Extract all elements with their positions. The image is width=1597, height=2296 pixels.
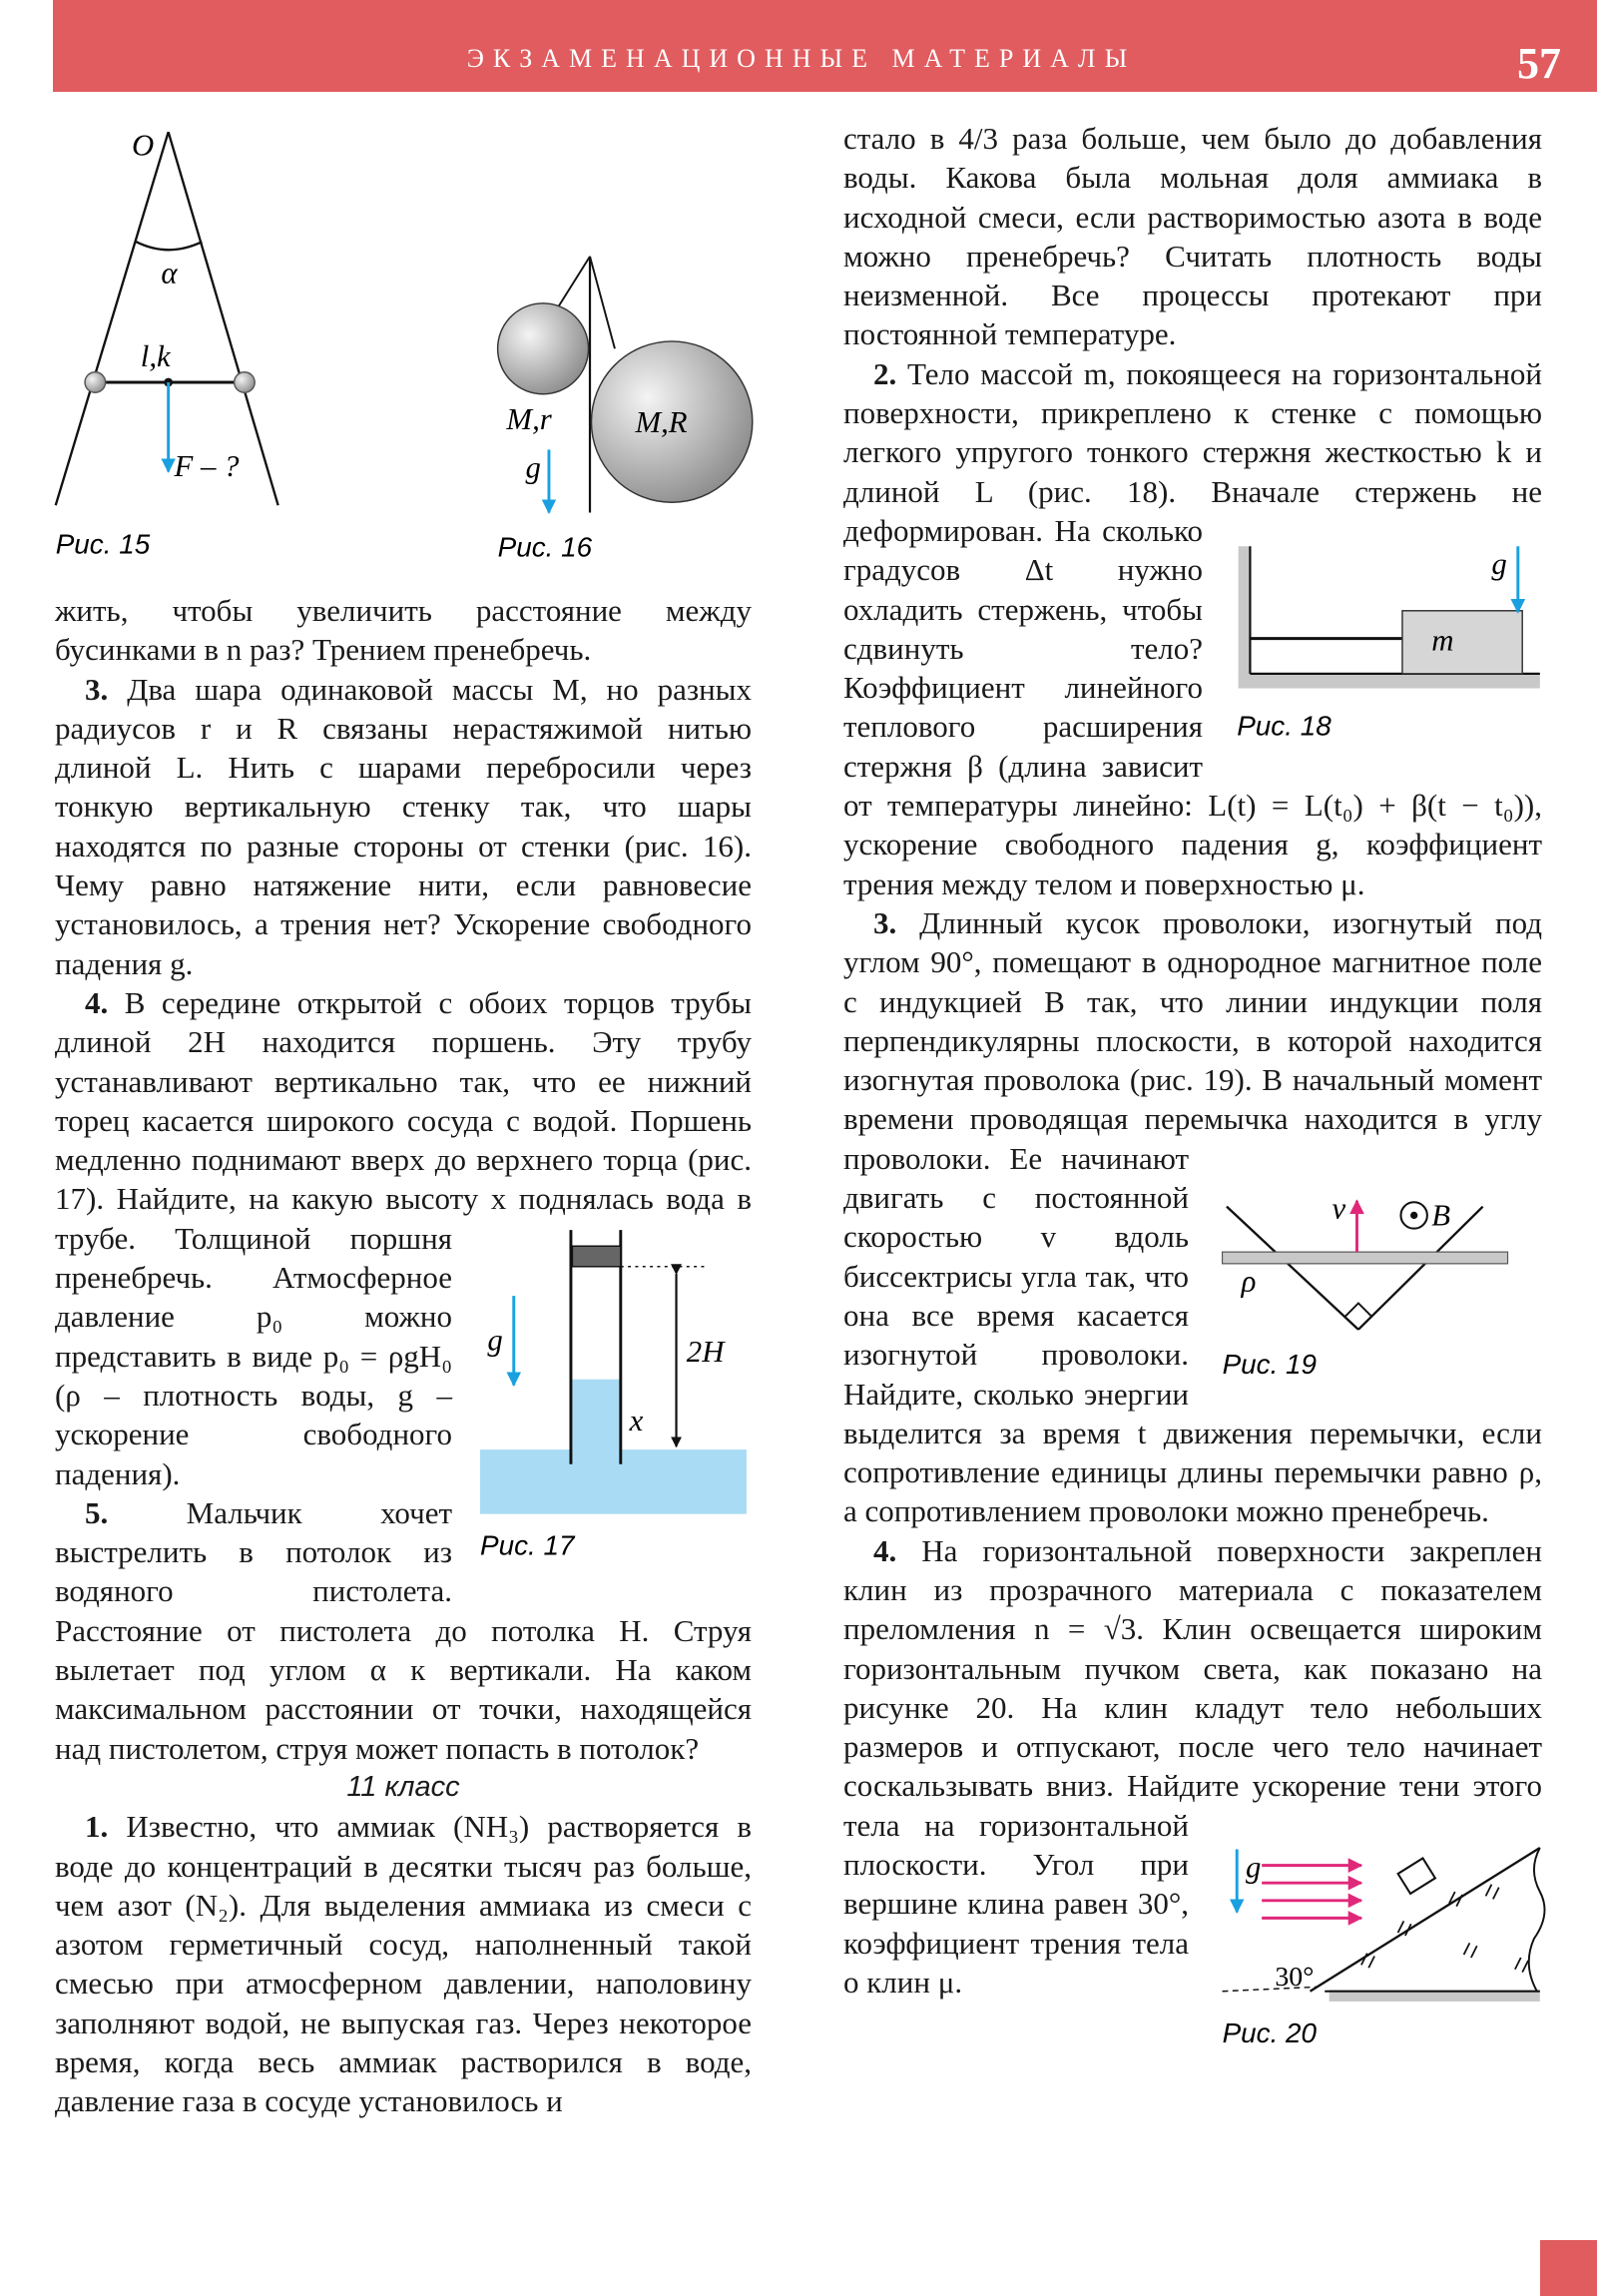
vessel-water: [480, 1449, 747, 1514]
block: [1402, 611, 1522, 674]
label-2H: 2H: [686, 1335, 725, 1370]
label-angle: 30°: [1275, 1961, 1315, 1993]
wedge-edge: [1529, 1848, 1545, 1992]
label-g: g: [1246, 1850, 1262, 1885]
label-g: g: [1491, 547, 1507, 582]
piston: [572, 1246, 620, 1267]
label-F: F – ?: [174, 448, 240, 483]
problem-number: 4.: [873, 1532, 897, 1568]
label-B: B: [1431, 1198, 1451, 1233]
label-O: O: [131, 128, 155, 163]
right-angle-mark: [1345, 1303, 1371, 1316]
figure-caption: Рис. 20: [1222, 2017, 1318, 2049]
wire: [1358, 1207, 1483, 1330]
section-heading: 11 класс: [346, 1770, 460, 1803]
figure-17: [480, 1230, 747, 1561]
problem-number: 3.: [873, 904, 897, 940]
label-g: g: [487, 1323, 503, 1358]
header-title: ЭКЗАМЕНАЦИОННЫЕ МАТЕРИАЛЫ: [466, 44, 1137, 73]
tube-water: [572, 1380, 620, 1452]
problem-number: 4.: [85, 984, 109, 1020]
figure-19: [1223, 1191, 1508, 1379]
problem-continuation: жить, чтобы увеличить расстояние между бусинками в n раз? Трением пренебречь.: [55, 593, 752, 668]
problem-number: 2.: [873, 355, 897, 391]
figure-caption: Рис. 15: [55, 528, 151, 560]
label-rho: ρ: [1241, 1264, 1257, 1299]
label-g: g: [525, 450, 541, 485]
problem-text: Известно, что аммиак (NH₃) растворяется в воде до концентраций в десятки тысяч раз больше, чем азот (N₂). Для выделения аммиака из смеси с азотом герметичный сосуд, наполненный такой смесью при атмосферном давлении, наполовину заполняют водой, не выпуская газ. Через некоторое время, когда весь аммиак растворился в воде, давление газа в сосуде установилось и: [55, 1809, 752, 2119]
problem-continuation: стало в 4/3 раза больше, чем было до добавления воды. Какова была мольная доля аммиака в исходной смеси, если растворимостью азота в воде можно пренебречь? Считать плотность воды неизменной. Все процессы протекают при постоянной температуре.: [843, 121, 1542, 352]
figure-18: [1237, 546, 1540, 741]
bead-right: [235, 372, 256, 393]
hatching: [1361, 1885, 1528, 1973]
label-m: m: [1431, 623, 1454, 658]
label-x: x: [629, 1404, 644, 1438]
problem-text: Мальчик хочет выстрелить в потолок из водяного пистолета. Расстояние от пистолета до потолка H. Струя вылетает под углом α к вертикали. На каком максимальном расстоянии от точки, находящейся над пистолетом, струя может попасть в потолок?: [55, 1494, 752, 1766]
page-number: 57: [1517, 39, 1561, 88]
problem-text: Два шара одинаковой массы M, но разных радиусов r и R связаны нерастяжимой нитью длиной L. Нить с шарами перебросили через тонкую вертикальную стенку так, что шары находятся по разные стороны от стенки (рис. 16). Чему равно натяжение нити, если равновесие установилось, а трения нет? Ускорение свободного падения g.: [55, 671, 752, 981]
crossbar: [1223, 1252, 1508, 1264]
string: [590, 257, 615, 348]
label-v: v: [1331, 1191, 1346, 1226]
figure-caption: Рис. 18: [1237, 710, 1331, 742]
label-MR: M,R: [635, 404, 688, 439]
problem-text: Тело массой m, покоящееся на горизонтальной поверхности, прикреплено к стенке с помощью легкого упругого тонкого стержня жесткостью k и длиной L (рис. 18). Вначале стержень не деформирован. На сколько градусов Δt нужно охладить стержень, чтобы сдвинуть тело? Коэффициент линейного теплового расширения стержня β (длина зависит от температуры линейно: L(t) = L(t₀) + β(t − t₀)), ускорение свободного падения g, коэффициент трения между телом и поверхностью μ.: [843, 355, 1542, 901]
label-lk: l,k: [140, 338, 171, 373]
small-ball: [498, 303, 589, 394]
small-body: [1398, 1858, 1435, 1893]
figure-caption: Рис. 16: [497, 531, 593, 563]
bead-left: [85, 372, 106, 393]
label-Mr: M,r: [506, 401, 552, 436]
figure-20: [1223, 1848, 1545, 2048]
problem-text: Длинный кусок проволоки, изогнутый под углом 90°, помещают в однородное магнитное поле с индукцией B так, что линии индукции поля перпендикулярны плоскости, в которой находится изогнутая проволока (рис. 19). В начальный момент времени проводящая перемычка находится в углу проволоки. Ее начинают двигать с постоянной скоростью v вдоль биссектрисы угла так, что она все время касается изогнутой проволоки. Найдите, сколько энергии выделится за время t движения перемычки, если сопротивление единицы длины перемычки равно ρ, а сопротивлением проволоки можно пренебречь.: [843, 904, 1542, 1529]
label-alpha: α: [161, 256, 178, 290]
figure-caption: Рис. 17: [480, 1529, 575, 1561]
angle-arc: [136, 242, 202, 250]
problem-text: На горизонтальной поверхности закреплен клин из прозрачного материала с показателем преломления n = √3. Клин освещается широким горизонтальным пучком света, как показано на рисунке 20. На клин кладут тело небольших размеров и отпускают, после чего тело начинает соскальзывать вниз. Найдите ускорение тени этого тела на горизонтальной плоскости. Угол при вершине клина равен 30°, коэффициент трения тела о клин μ.: [843, 1532, 1542, 2000]
problem-number: 1.: [85, 1809, 109, 1845]
string: [558, 257, 590, 307]
problem-number: 3.: [85, 671, 109, 707]
problem-text: В середине открытой с обоих торцов трубы длиной 2H находится поршень. Эту трубу устанавливают вертикально так, что ее нижний торец касается широкого сосуда с водой. Поршень медленно поднимают вверх до верхнего торца (рис. 17). Найдите, на какую высоту x поднялась вода в трубе. Толщиной поршня пренебречь. Атмосферное давление p₀ можно представить в виде p₀ = ρgH₀ (ρ – плотность воды, g – ускорение свободного падения).: [55, 984, 752, 1491]
floor: [1239, 674, 1540, 689]
figure-caption: Рис. 19: [1222, 1348, 1318, 1380]
wall: [1239, 546, 1251, 688]
problem-number: 5.: [85, 1494, 109, 1530]
figure-15: [56, 129, 278, 560]
figure-16: [498, 257, 753, 563]
light-beam: [1262, 1866, 1361, 1919]
